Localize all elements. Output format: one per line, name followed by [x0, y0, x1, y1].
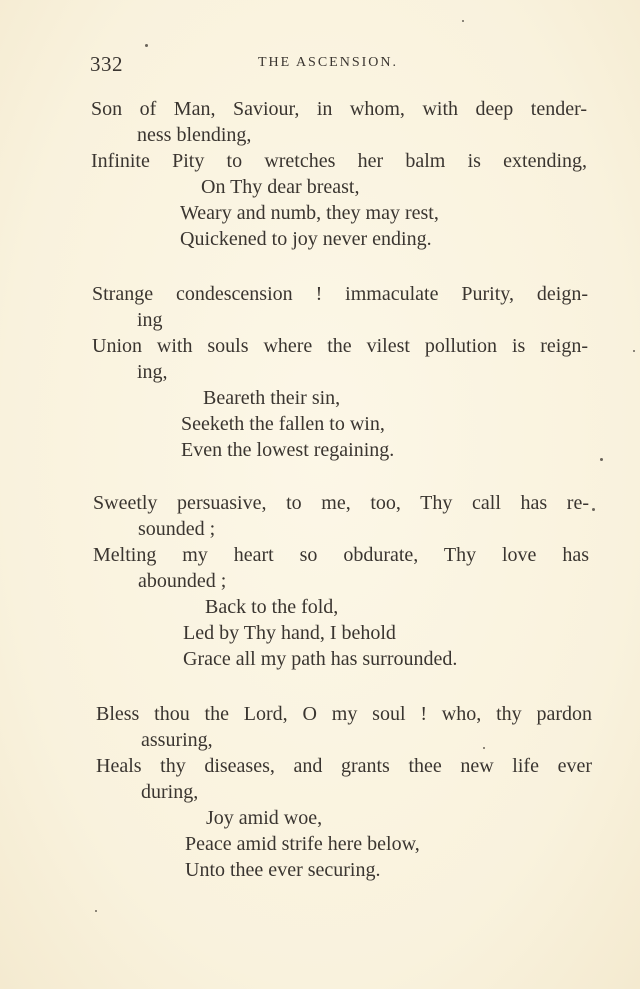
- ink-speck: [592, 508, 595, 511]
- verse-line: Back to the fold,: [205, 596, 339, 618]
- verse-line: Seeketh the fallen to win,: [181, 413, 385, 435]
- verse-line: ing,: [137, 361, 168, 383]
- verse-line: Melting my heart so obdurate, Thy love has: [93, 544, 589, 566]
- verse-line: ness blending,: [137, 124, 252, 146]
- verse-line: ing: [137, 309, 163, 331]
- verse-line: Even the lowest regaining.: [181, 439, 395, 461]
- ink-speck: [633, 350, 635, 352]
- ink-speck: [145, 44, 148, 47]
- verse-line: assuring,: [141, 729, 213, 751]
- verse-line: abounded ;: [138, 570, 227, 592]
- verse-line: On Thy dear breast,: [201, 176, 360, 198]
- verse-line: Unto thee ever securing.: [185, 859, 381, 881]
- verse-line: Beareth their sin,: [203, 387, 341, 409]
- verse-line: Joy amid woe,: [206, 807, 323, 829]
- verse-line: Strange condescension ! immaculate Purity, deign-: [92, 283, 588, 305]
- verse-line: during,: [141, 781, 199, 803]
- ink-speck: [462, 20, 464, 22]
- verse-line: Quickened to joy never ending.: [180, 228, 432, 250]
- verse-line: Son of Man, Saviour, in whom, with deep tender-: [91, 98, 587, 120]
- verse-line: Union with souls where the vilest pollution is reign-: [92, 335, 588, 357]
- verse-line: Infinite Pity to wretches her balm is extending,: [91, 150, 587, 172]
- verse-line: sounded ;: [138, 518, 216, 540]
- verse-line: Peace amid strife here below,: [185, 833, 420, 855]
- running-head: THE ASCENSION.: [258, 55, 399, 70]
- verse-line: Weary and numb, they may rest,: [180, 202, 439, 224]
- ink-speck: [483, 747, 485, 749]
- verse-line: Heals thy diseases, and grants thee new life ever: [96, 755, 592, 777]
- verse-line: Led by Thy hand, I behold: [183, 622, 396, 644]
- verse-line: Sweetly persuasive, to me, too, Thy call has re-: [93, 492, 589, 514]
- verse-line: Bless thou the Lord, O my soul ! who, thy pardon: [96, 703, 592, 725]
- page-number: 332: [90, 52, 123, 76]
- ink-speck: [600, 458, 603, 461]
- verse-line: Grace all my path has surrounded.: [183, 648, 458, 670]
- ink-speck: [95, 910, 97, 912]
- page-header: [0, 52, 640, 74]
